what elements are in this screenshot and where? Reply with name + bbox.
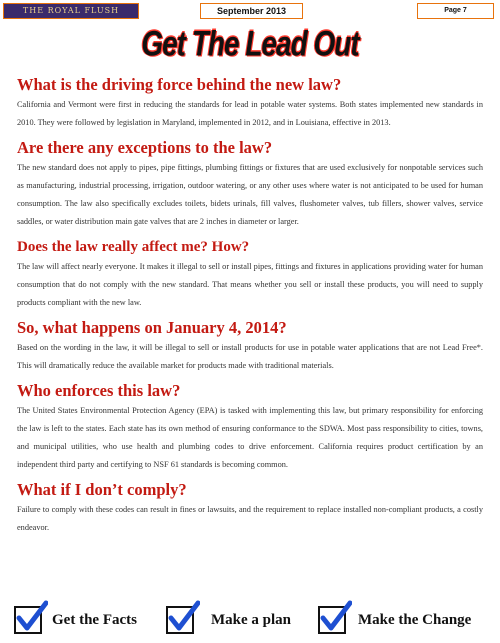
section-heading: What if I don’t comply? (17, 480, 187, 499)
page-number: Page 7 (417, 3, 494, 19)
section-non-compliance (17, 479, 483, 537)
section-text: The new standard does not apply to pipes, pipe fittings, plumbing fittings or fixtures that are used exclusively for nonpotable services such as manufacturing, industrial processing, irrigation, outdoor watering, or any other uses where water is not anticipated to be used for human consumption. The law also specifically excludes toilets, bidets urinals, fill valves, flushometer valves, tub fillers, shower valves, service saddles, or water distribution main gate valves that are 2 inches in diameter or larger. (17, 163, 483, 226)
section-text: Failure to comply with these codes can result in fines or lawsuits, and the requirement to replace installed non-compliant products, a costly endeavor. (17, 505, 483, 532)
section-heading: So, what happens on January 4, 2014? (17, 318, 287, 337)
section-exceptions (17, 137, 483, 231)
page-header (0, 0, 500, 22)
checkbox-checked-icon (318, 606, 346, 634)
section-enforcement (17, 380, 483, 474)
checklist-label: Make a plan (211, 612, 292, 628)
checklist-label: Get the Facts (52, 612, 137, 628)
section-heading: Does the law really affect me? How? (17, 239, 250, 255)
section-affect-me (17, 236, 483, 312)
article-banner-title: Get The Lead Out (141, 24, 359, 63)
section-driving-force (17, 74, 483, 132)
issue-date: September 2013 (200, 3, 303, 19)
section-text: California and Vermont were first in reducing the standards for lead in potable water systems. Both states implemented new standards in 2010. They were followed by legislation in Maryland, implemented in 2012, and in Louisiana, effective in 2013. (17, 100, 483, 127)
section-text: Based on the wording in the law, it will be illegal to sell or install products for use in potable water applications that are not Lead Free*. This will dramatically reduce the available market for products made with traditional materials. (17, 343, 483, 370)
section-text: The law will affect nearly everyone. It makes it illegal to sell or install pipes, fittings and fixtures in applications providing water for human consumption that do not comply with the new standard. That means whether you sell or install these products, you will need to supply products compliant with the new law. (17, 262, 483, 307)
newsletter-name: THE ROYAL FLUSH (3, 3, 139, 19)
checkbox-checked-icon (14, 606, 42, 634)
section-january-2014 (17, 317, 483, 375)
article-body (17, 74, 483, 542)
checkbox-checked-icon (166, 606, 194, 634)
section-heading: Are there any exceptions to the law? (17, 138, 273, 157)
checklist-label: Make the Change (358, 612, 472, 628)
section-heading: Who enforces this law? (17, 381, 181, 400)
footer-checklist (0, 604, 500, 640)
section-heading: What is the driving force behind the new law? (17, 75, 342, 94)
section-text: The United States Environmental Protection Agency (EPA) is tasked with implementing this law, but primary responsibility for enforcing the law is left to the states. Each state has its own method of ensuring conformance to the SDWA. Most pass responsibility to cities, towns, and municipal utilities, who use health and plumbing codes to drive enforcement. California requires product certification by an independent third party and certifying to NSF 61 standards is becoming common. (17, 406, 483, 469)
